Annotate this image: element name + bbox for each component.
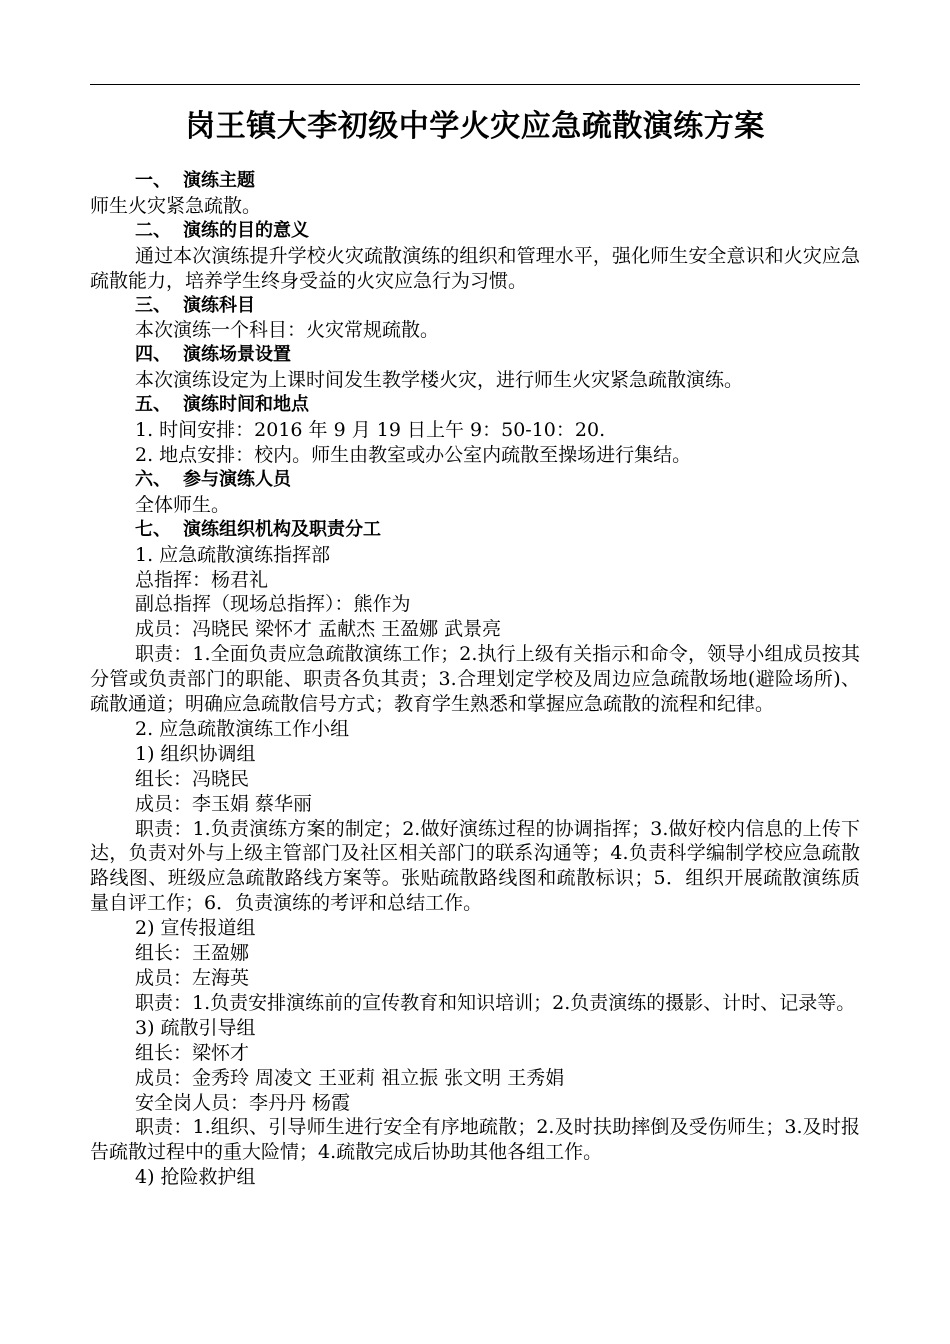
group-duties: 职责：1.负责安排演练前的宣传教育和知识培训；2.负责演练的摄影、计时、记录等。: [135, 991, 856, 1014]
section-heading: 二、 演练的目的意义: [135, 219, 309, 241]
group-duties: 职责：1.负责演练方案的制定；2.做好演练过程的协调指挥；3.做好校内信息的上传下达，负责对外与上级主管部门及社区相关部门的联系沟通等；4.负责科学编制学校应急疏散路线图、班级应急疏散路线方案等。张贴疏散路线图和疏散标识；5．组织开展疏散演练质量自评工作；6．负责演练的考评和总结工作。: [90, 817, 860, 915]
group-name: 4) 抢险救护组: [135, 1166, 256, 1189]
chief-commander: 总指挥：杨君礼: [135, 568, 269, 591]
safety-staff: 安全岗人员：李丹丹 杨霞: [135, 1091, 351, 1114]
section-heading: 六、 参与演练人员: [135, 468, 291, 490]
section-heading: 四、 演练场景设置: [135, 344, 291, 366]
command-duties: 职责：1.全面负责应急疏散演练工作；2.执行上级有关指示和命令，领导小组成员按其分管或负责部门的职能、职责各负其责；3.合理划定学校及周边应急疏散场地(避险场所)、疏散通道；明确应急疏散信号方式；教育学生熟悉和掌握应急疏散的流程和纪律。: [90, 643, 860, 716]
section-heading: 三、 演练科目: [135, 294, 255, 316]
time-arrangement: 1. 时间安排：2016 年 9 月 19 日上午 9：50-10：20.: [135, 419, 606, 442]
document-body: [90, 169, 860, 1190]
section-heading: 五、 演练时间和地点: [135, 394, 309, 416]
group-members: 成员：左海英: [135, 967, 250, 989]
command-members: 成员：冯晓民 梁怀才 孟献杰 王盈娜 武景亮: [135, 618, 502, 641]
document-page: [90, 84, 860, 1190]
command-title: 1. 应急疏散演练指挥部: [135, 543, 331, 566]
deputy-commander: 副总指挥（现场总指挥）：熊作为: [135, 593, 411, 616]
group-duties: 职责：1.组织、引导师生进行安全有序地疏散；2.及时扶助摔倒及受伤师生；3.及时报告疏散过程中的重大险情；4.疏散完成后协助其他各组工作。: [90, 1116, 860, 1164]
place-arrangement: 2. 地点安排：校内。师生由教室或办公室内疏散至操场进行集结。: [135, 443, 692, 466]
group-members: 成员：金秀玲 周凌文 王亚莉 祖立振 张文明 王秀娟: [135, 1066, 565, 1089]
group-leader: 组长：王盈娜: [135, 942, 250, 965]
section-heading: 七、 演练组织机构及职责分工: [135, 518, 381, 540]
workgroups-title: 2. 应急疏散演练工作小组: [135, 717, 350, 740]
group-leader: 组长：冯晓民: [135, 767, 250, 790]
section-body: 本次演练设定为上课时间发生教学楼火灾，进行师生火灾紧急疏散演练。: [135, 369, 744, 392]
section-heading: 一、 演练主题: [135, 170, 255, 191]
group-members: 成员：李玉娟 蔡华丽: [135, 792, 313, 815]
section-body: 本次演练一个科目：火灾常规疏散。: [135, 319, 440, 342]
header-rule: [90, 84, 860, 85]
group-leader: 组长：梁怀才: [135, 1041, 250, 1064]
section-body: 通过本次演练提升学校火灾疏散演练的组织和管理水平，强化师生安全意识和火灾应急疏散能力，培养学生终身受益的火灾应急行为习惯。: [90, 244, 860, 292]
section-body: 师生火灾紧急疏散。: [90, 194, 262, 217]
group-name: 2) 宣传报道组: [135, 917, 256, 940]
group-name: 3) 疏散引导组: [135, 1016, 256, 1039]
group-name: 1) 组织协调组: [135, 742, 256, 765]
document-title: 岗王镇大李初级中学火灾应急疏散演练方案: [185, 109, 765, 144]
section-body: 全体师生。: [135, 493, 231, 516]
